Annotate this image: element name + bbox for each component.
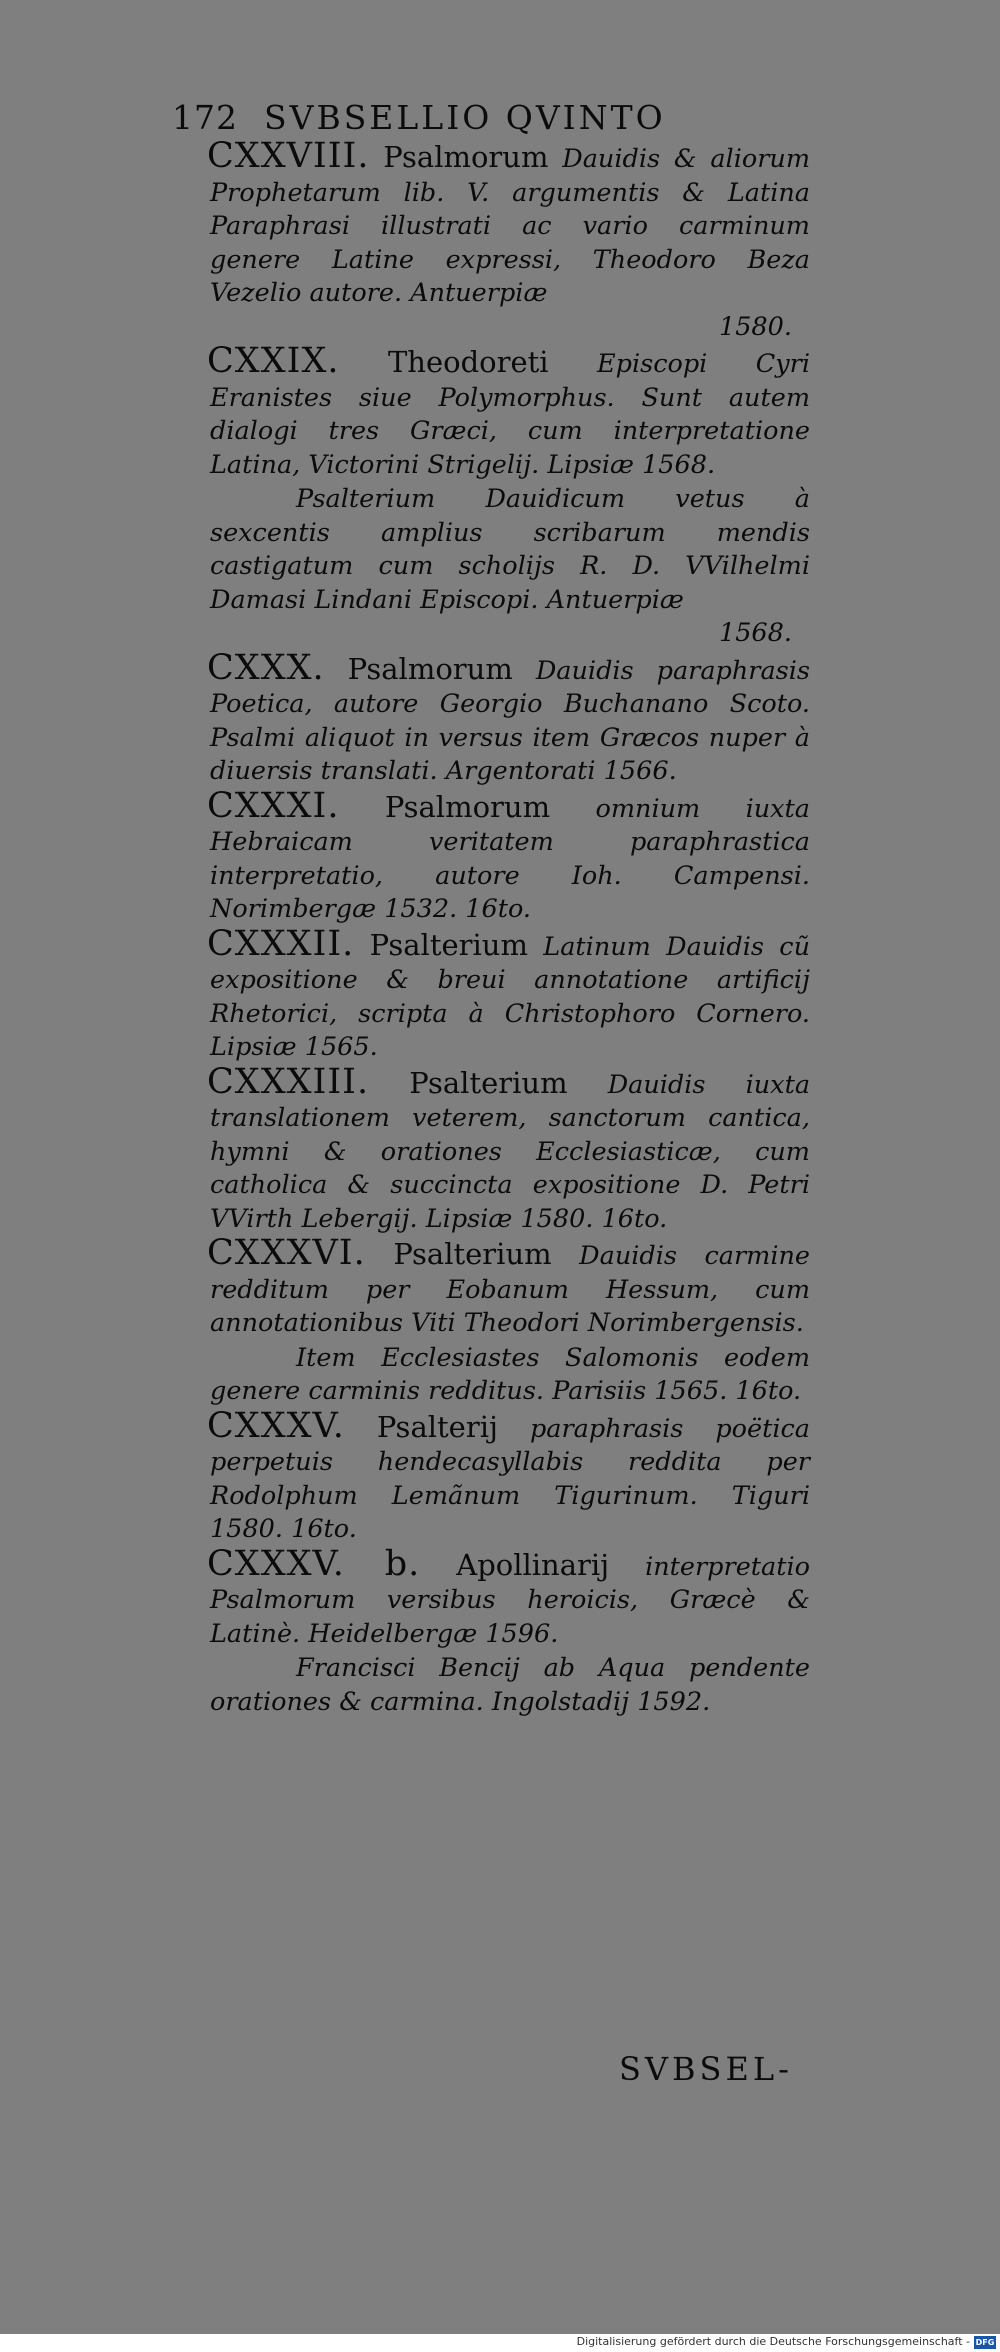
entry-text: Dauidis paraphrasis Poetica, autore Georgio Buchanano Scoto. Psalmi aliquot in versus item Græcos nuper à diuersis translati. Argentorati 1566.: [210, 655, 811, 786]
dfg-logo-icon: DFG: [975, 2338, 995, 2347]
entry-number: CXXX.: [207, 647, 325, 688]
entry-text: Latinum Dauidis cũ expositione & breui annotatione artificij Rhetorici, scripta à Christophoro Cornero. Lipsiæ 1565.: [210, 931, 810, 1062]
catalog-entry: [207, 136, 811, 344]
catalog-entry: [207, 1405, 810, 1547]
entry-number: CXXXV. b.: [207, 1543, 421, 1584]
entry-text: Dauidis & aliorum Prophetarum lib. V. argumentis & Latina Paraphrasi illustrati ac vario carminum genere Latine expressi, Theodoro Beza Vezelio autore. Antuerpiæ: [210, 144, 811, 308]
catalog-subentry: [210, 483, 810, 651]
entry-text: paraphrasis poëtica perpetuis hendecasyllabis reddita per Rodolphum Lemãnum Tigurinum. Tiguri 1580. 16to.: [210, 1413, 810, 1544]
catalog-entry: [207, 785, 811, 927]
entry-text: Psalterium Dauidicum vetus à sexcentis amplius scribarum mendis castigatum cum scholijs R. D. VVilhelmi Damasi Lindani Episcopi. Antuerpiæ: [210, 484, 810, 615]
digitization-footer: [0, 2334, 1000, 2352]
entry-number: CXXVIII.: [207, 136, 370, 176]
entry-lead-word: Psalterij: [376, 1409, 498, 1444]
entry-text: Dauidis iuxta translationem veterem, sanctorum cantica, hymni & orationes Ecclesiasticæ, cum catholica & succincta expositione D. Petri VVirth Lebergij. Lipsiæ 1580. 16to.: [210, 1069, 811, 1234]
page-number: 172: [172, 98, 238, 137]
entry-text: Episcopi Cyri Eranistes siue Polymorphus. Sunt autem dialogi tres Græci, cum interpretatione Latina, Victorini Strigelij. Lipsiæ 1568.: [210, 349, 811, 480]
entry-number: CXXXV.: [207, 1405, 345, 1446]
entry-lead-word: Psalterium: [393, 1237, 552, 1271]
entry-lead-word: Theodoreti: [387, 345, 549, 379]
catalog-entry: [207, 1233, 811, 1341]
entry-imprint: 1568.: [718, 618, 792, 648]
entry-text: Francisci Bencij ab Aqua pendente orationes & carmina. Ingolstadij 1592.: [210, 1653, 810, 1717]
catalog-entry: [207, 341, 811, 482]
entry-lead-word: Psalmorum: [383, 140, 549, 174]
catchword: SVBSEL-: [619, 2050, 793, 2088]
catalog-entry: [207, 1061, 811, 1237]
entry-lead-word: Psalmorum: [384, 789, 551, 824]
catalog-subentry: [210, 1652, 810, 1719]
entry-number: CXXXVI.: [207, 1233, 366, 1273]
entry-text: Item Ecclesiastes Salomonis eodem genere carminis redditus. Parisiis 1565. 16to.: [210, 1342, 810, 1406]
entry-lead-word: Apollinarij: [456, 1547, 610, 1582]
entry-text: omnium iuxta Hebraicam veritatem paraphrastica interpretatio, autore Ioh. Campensi. Norimbergæ 1532. 16to.: [210, 793, 811, 924]
catalog-entry: [207, 1543, 810, 1652]
page-header: [172, 98, 732, 137]
entry-lead-word: Psalterium: [369, 927, 528, 962]
catalog-entries: [207, 136, 811, 1719]
running-title: SVBSELLIO QVINTO: [264, 98, 666, 137]
entry-number: CXXIX.: [207, 341, 340, 381]
catalog-entry: [207, 647, 811, 789]
footer-credit: Digitalisierung gefördert durch die Deutsche Forschungsgemeinschaft -: [576, 2335, 970, 2348]
entry-text: interpretatio Psalmorum versibus heroicis, Græcè & Latinè. Heidelbergæ 1596.: [210, 1551, 810, 1649]
entry-lead-word: Psalmorum: [347, 651, 513, 686]
catalog-entry: [207, 923, 810, 1065]
entry-lead-word: Psalterium: [409, 1065, 568, 1100]
catalog-subentry: [210, 1342, 810, 1409]
entry-number: CXXXIII.: [207, 1061, 370, 1102]
entry-imprint: 1580.: [718, 311, 792, 342]
entry-number: CXXXII.: [207, 923, 355, 964]
entry-text: Dauidis carmine redditum per Eobanum Hessum, cum annotationibus Viti Theodori Norimbergensis.: [210, 1241, 811, 1338]
entry-number: CXXXI.: [207, 785, 340, 826]
